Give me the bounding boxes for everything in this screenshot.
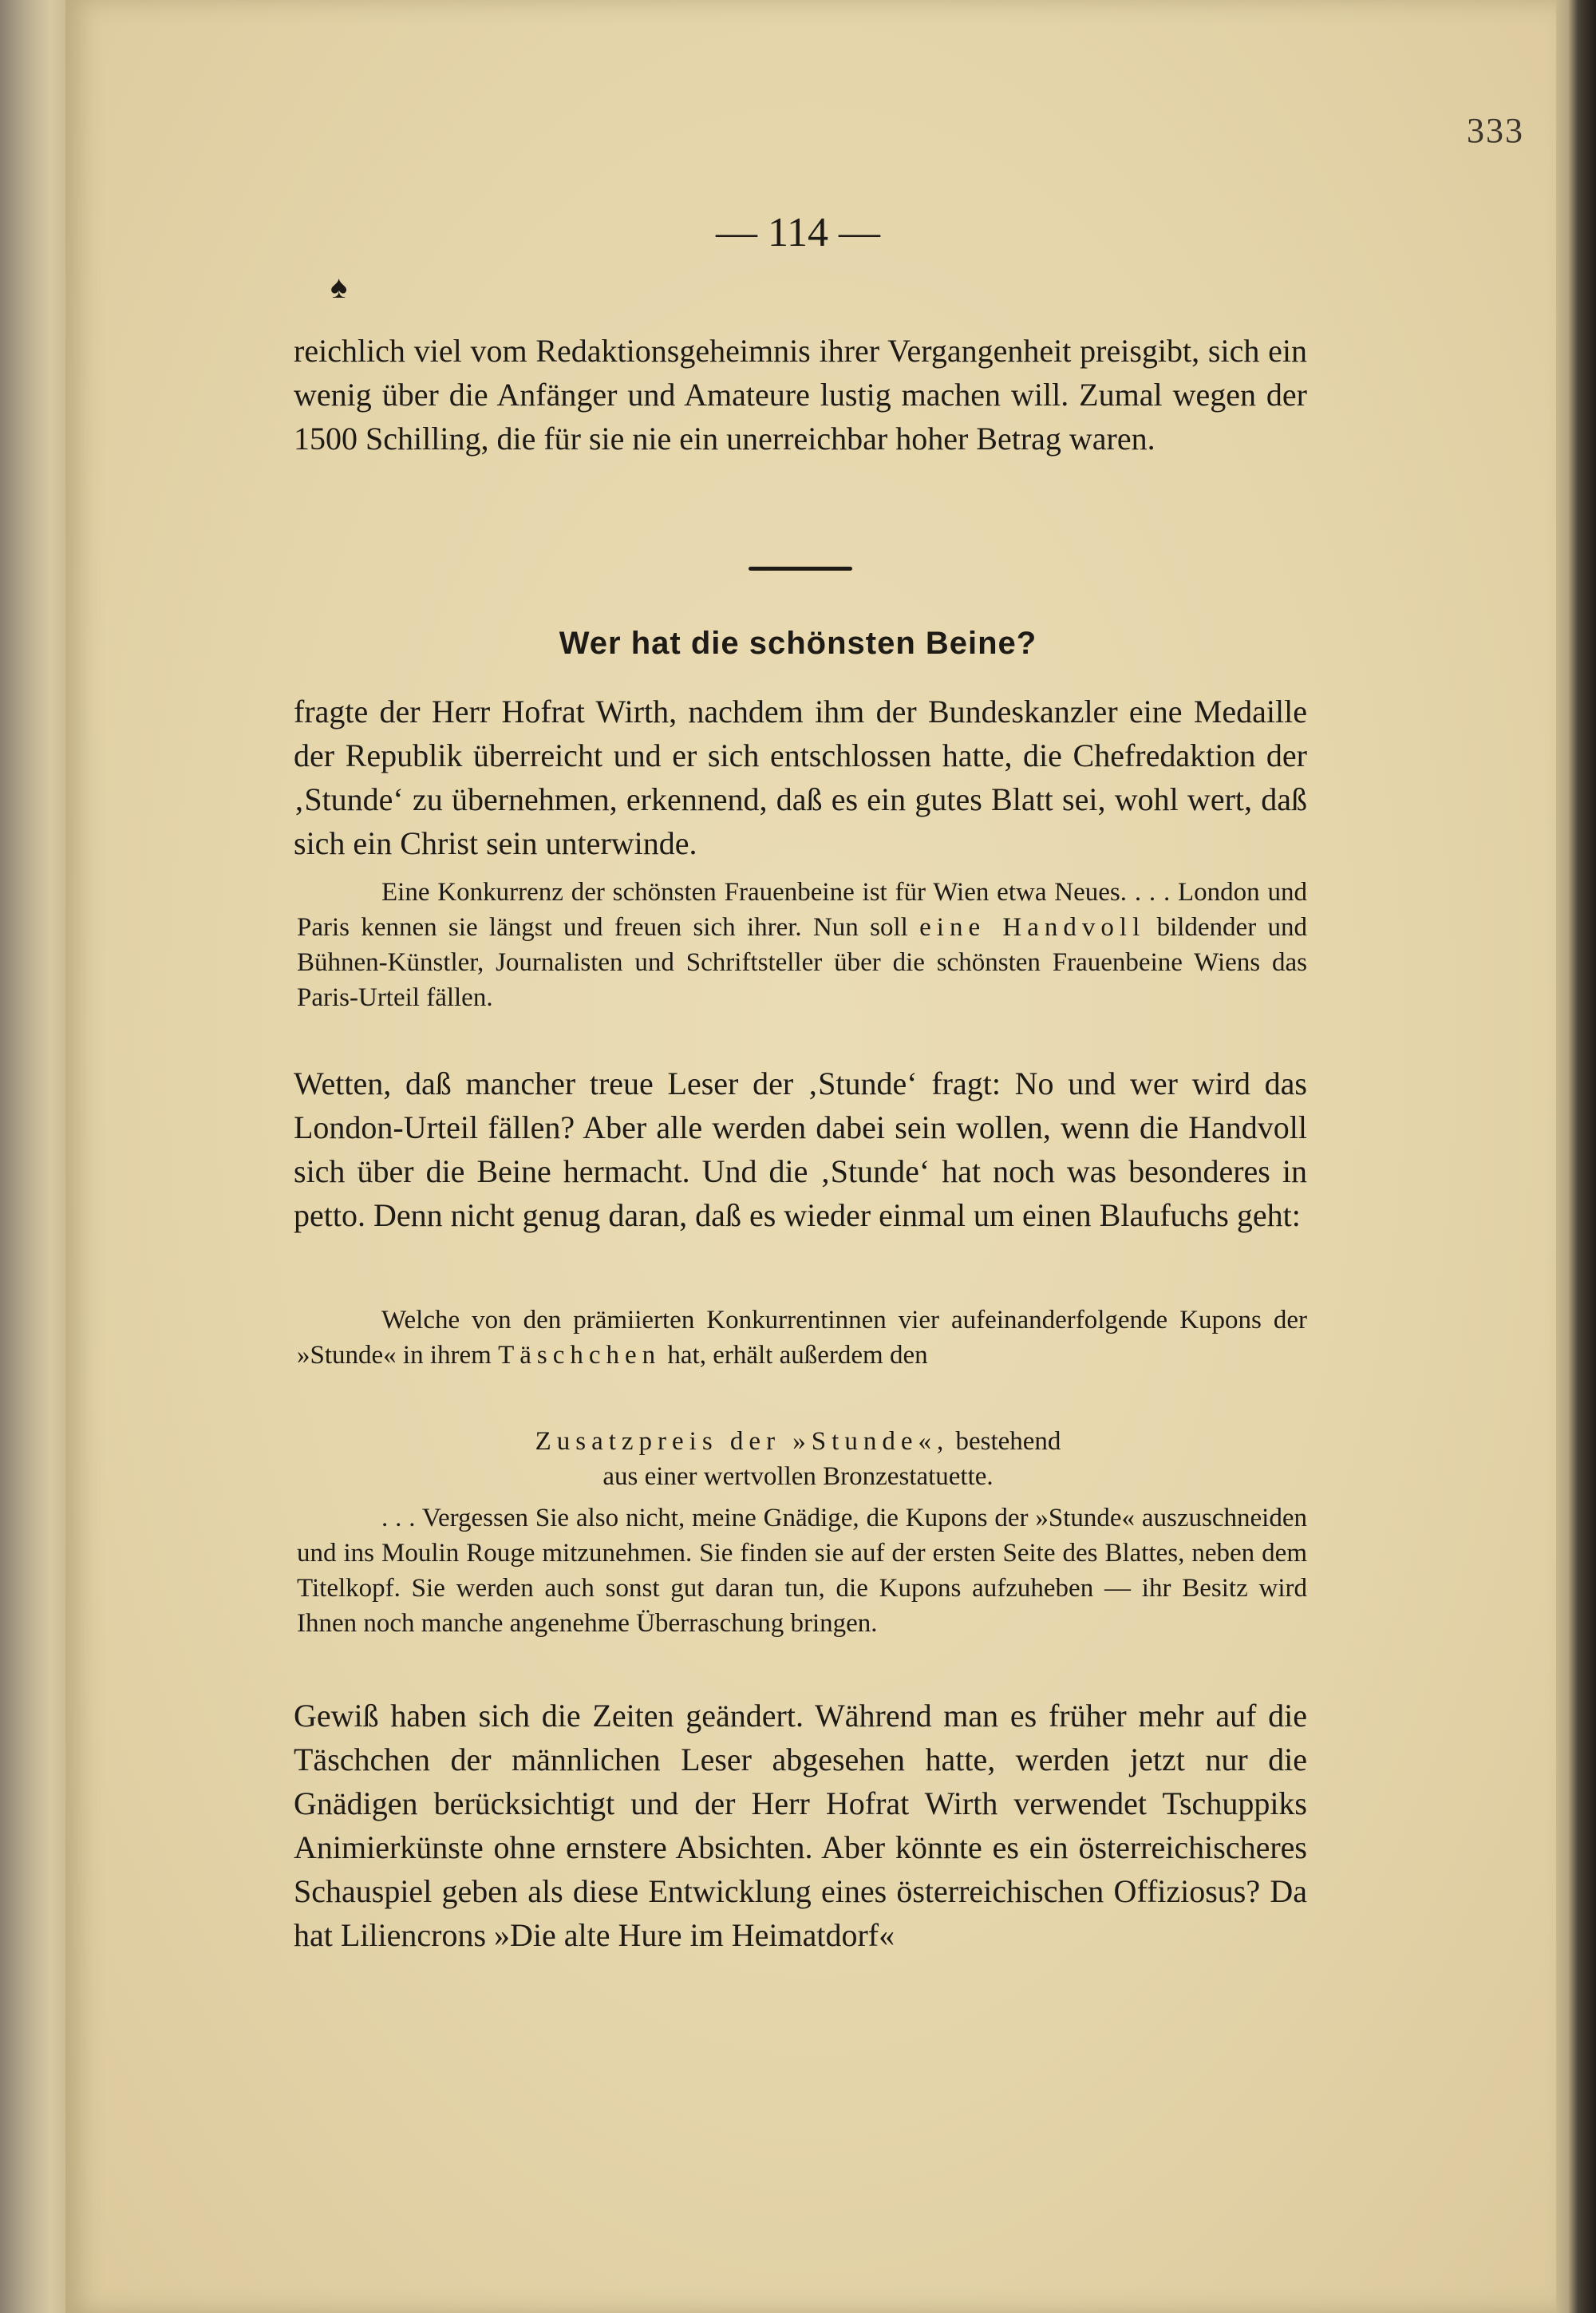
section-divider bbox=[749, 567, 852, 571]
prize-line-1 bbox=[0, 1424, 1596, 1459]
intro-paragraph bbox=[294, 329, 1307, 461]
paragraph-3-text: Gewiß haben sich die Zeiten geändert. Während man es früher mehr auf die Täschchen der männlichen Leser abgesehen hatte, werden jetzt nur die Gnädigen berücksichtigt und der Herr Hofrat Wirth verwendet Tschuppiks Animierkünste ohne ernstere Absichten. Aber könnte es ein österreichischeres Schauspiel geben als diese Entwicklung eines österreichischen Offiziosus? Da hat Liliencrons »Die alte Hure im Heimatdorf« bbox=[294, 1698, 1307, 1953]
quote-1-before: Eine Konkurrenz der schönsten Frauenbeine ist für Wien etwa Neues. . . . London und Paris kennen sie längst und freuen sich ihrer. Nun soll bbox=[297, 878, 1307, 942]
quote-2-spaced: Täschchen bbox=[498, 1341, 662, 1370]
section-heading: Wer hat die schönsten Beine? bbox=[559, 626, 1037, 661]
quote-1-after: bildender und Bühnen-Künstler, Journalisten und Schriftsteller über die schönsten Frauenbeine Wiens das Paris-Urteil fällen. bbox=[297, 913, 1308, 1012]
paragraph-2 bbox=[294, 1062, 1307, 1237]
paragraph-2-text: Wetten, daß mancher treue Leser der ‚Stunde‘ fragt: No und wer wird das London-Urteil fällen? Aber alle werden dabei sein wollen, wenn die Handvoll sich über die Beine hermacht. Und die ‚Stunde‘ hat noch was besonderes in petto. Denn nicht genug daran, daß es wieder einmal um einen Blaufuchs geht: bbox=[294, 1066, 1307, 1233]
ink-mark-icon: ♠ bbox=[330, 269, 348, 305]
intro-text: reichlich viel vom Redaktionsgeheimnis ihrer Vergangenheit preisgibt, sich ein wenig über die Anfänger und Amateure lustig machen will. Zumal wegen der 1500 Schilling, die für sie nie ein unerreichbar hoher Betrag waren. bbox=[294, 333, 1307, 457]
quote-2 bbox=[297, 1303, 1307, 1373]
paragraph-3 bbox=[294, 1694, 1307, 1957]
quote-2-text bbox=[297, 1303, 1307, 1373]
archive-number: 333 bbox=[1467, 111, 1524, 150]
quote-1 bbox=[297, 875, 1307, 1015]
prize-rest: bestehend bbox=[949, 1427, 1061, 1456]
quote-2-before: Welche von den prämiierten Konkurrentinnen vier aufeinanderfolgende Kupons der »Stunde« in ihrem bbox=[297, 1306, 1307, 1370]
quote-3 bbox=[297, 1500, 1307, 1641]
page-edge-shadow bbox=[1556, 0, 1596, 2313]
prize-spaced: Zusatzpreis der »Stunde«, bbox=[535, 1427, 950, 1456]
quote-1-text bbox=[297, 875, 1307, 1015]
quote-2-after: hat, erhält außerdem den bbox=[661, 1341, 928, 1370]
paragraph-1 bbox=[294, 690, 1307, 865]
quote-1-spaced: eine Handvoll bbox=[919, 913, 1146, 942]
page-number: — 114 — bbox=[715, 210, 881, 255]
quote-3-text: . . . Vergessen Sie also nicht, meine Gnädige, die Kupons der »Stunde« auszuschneiden und ins Moulin Rouge mitzunehmen. Sie finden sie auf der ersten Seite des Blattes, neben dem Titelkopf. Sie werden auch sonst gut daran tun, die Kupons aufzuheben — ihr Besitz wird Ihnen noch manche angenehme Überraschung bringen. bbox=[297, 1504, 1307, 1638]
book-spine bbox=[0, 0, 72, 2313]
paragraph-1-text: fragte der Herr Hofrat Wirth, nachdem ihm der Bundeskanzler eine Medaille der Republik überreicht und er sich entschlossen hatte, die Chefredaktion der ‚Stunde‘ zu übernehmen, erkennend, daß es ein gutes Blatt sei, wohl wert, daß sich ein Christ sein unterwinde. bbox=[294, 694, 1307, 861]
prize-line-2: aus einer wertvollen Bronzestatuette. bbox=[602, 1462, 994, 1491]
